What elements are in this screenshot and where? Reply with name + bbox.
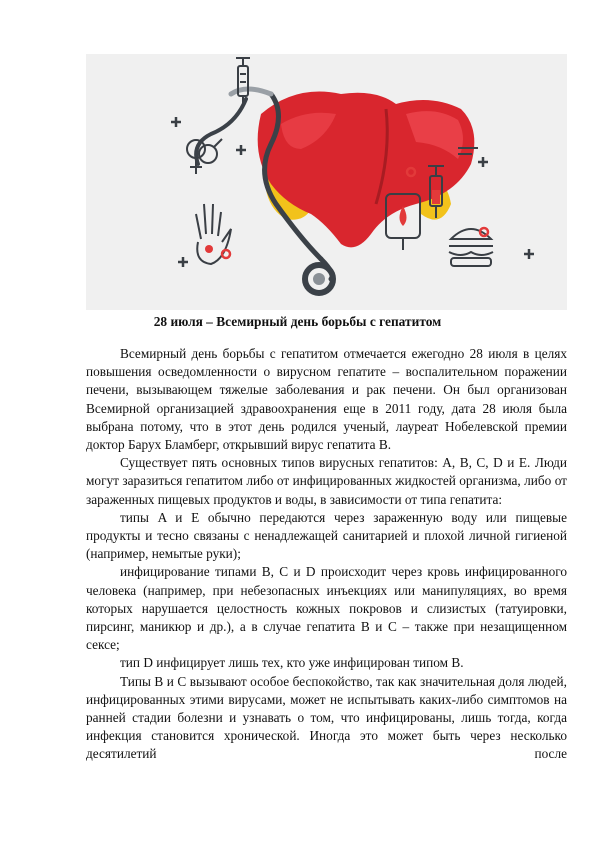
paragraph: Типы B и C вызывают особое беспокойство, так как значительная доля людей, инфицированных этими вирусами, может не испытывать каких-либо симптомов на ранней стадии болезни и узнавать о том, что инфицированы, лишь тогда, когда инфекция становится хронической. Иногда это может быть через несколько десятилетий после xyxy=(86,673,567,762)
paragraph: инфицирование типами B, C и D происходит через кровь инфицированного человека (например, при небезопасных инъекциях или манипуляциях, во время которых нарушается целостность кожных покровов и слизистых (татуировки, пирсинг, маникюр и др.), а в случае гепатита B и C – также при незащищенном сексе; xyxy=(86,564,567,653)
hand-icon xyxy=(196,204,231,264)
hepatitis-illustration xyxy=(86,54,567,310)
gender-symbols-icon xyxy=(187,139,222,174)
paragraph: Всемирный день борьбы с гепатитом отмечается ежегодно 28 июля в целях повышения осведомленности о вирусном гепатите – воспалительном поражении печени, вызывающем тяжелые заболевания и рак печени. Он был организован Всемирной организацией здравоохранения еще в 2011 году, дата 28 июля была выбрана потому, что в этот день родился ученый, лауреат Нобелевской премии доктор Барух Бламберг, открывший вирус гепатита В. xyxy=(86,346,567,453)
paragraph: Существует пять основных типов вирусных гепатитов: A, B, C, D и E. Люди могут заразиться гепатитом либо от инфицированных жидкостей организма, либо от зараженных пищевых продуктов и воды, в зависимости от типа гепатита: xyxy=(86,455,567,507)
paragraph: типы A и E обычно передаются через зараженную воду или пищевые продукты и тесно связаны с ненадлежащей санитарией и плохой личной гигиеной (например, немытые руки); xyxy=(86,509,567,562)
paragraph: тип D инфицирует лишь тех, кто уже инфицирован типом B. xyxy=(120,655,464,671)
article-body xyxy=(86,345,567,764)
image-caption: 28 июля – Всемирный день борьбы с гепатитом xyxy=(153,314,442,329)
